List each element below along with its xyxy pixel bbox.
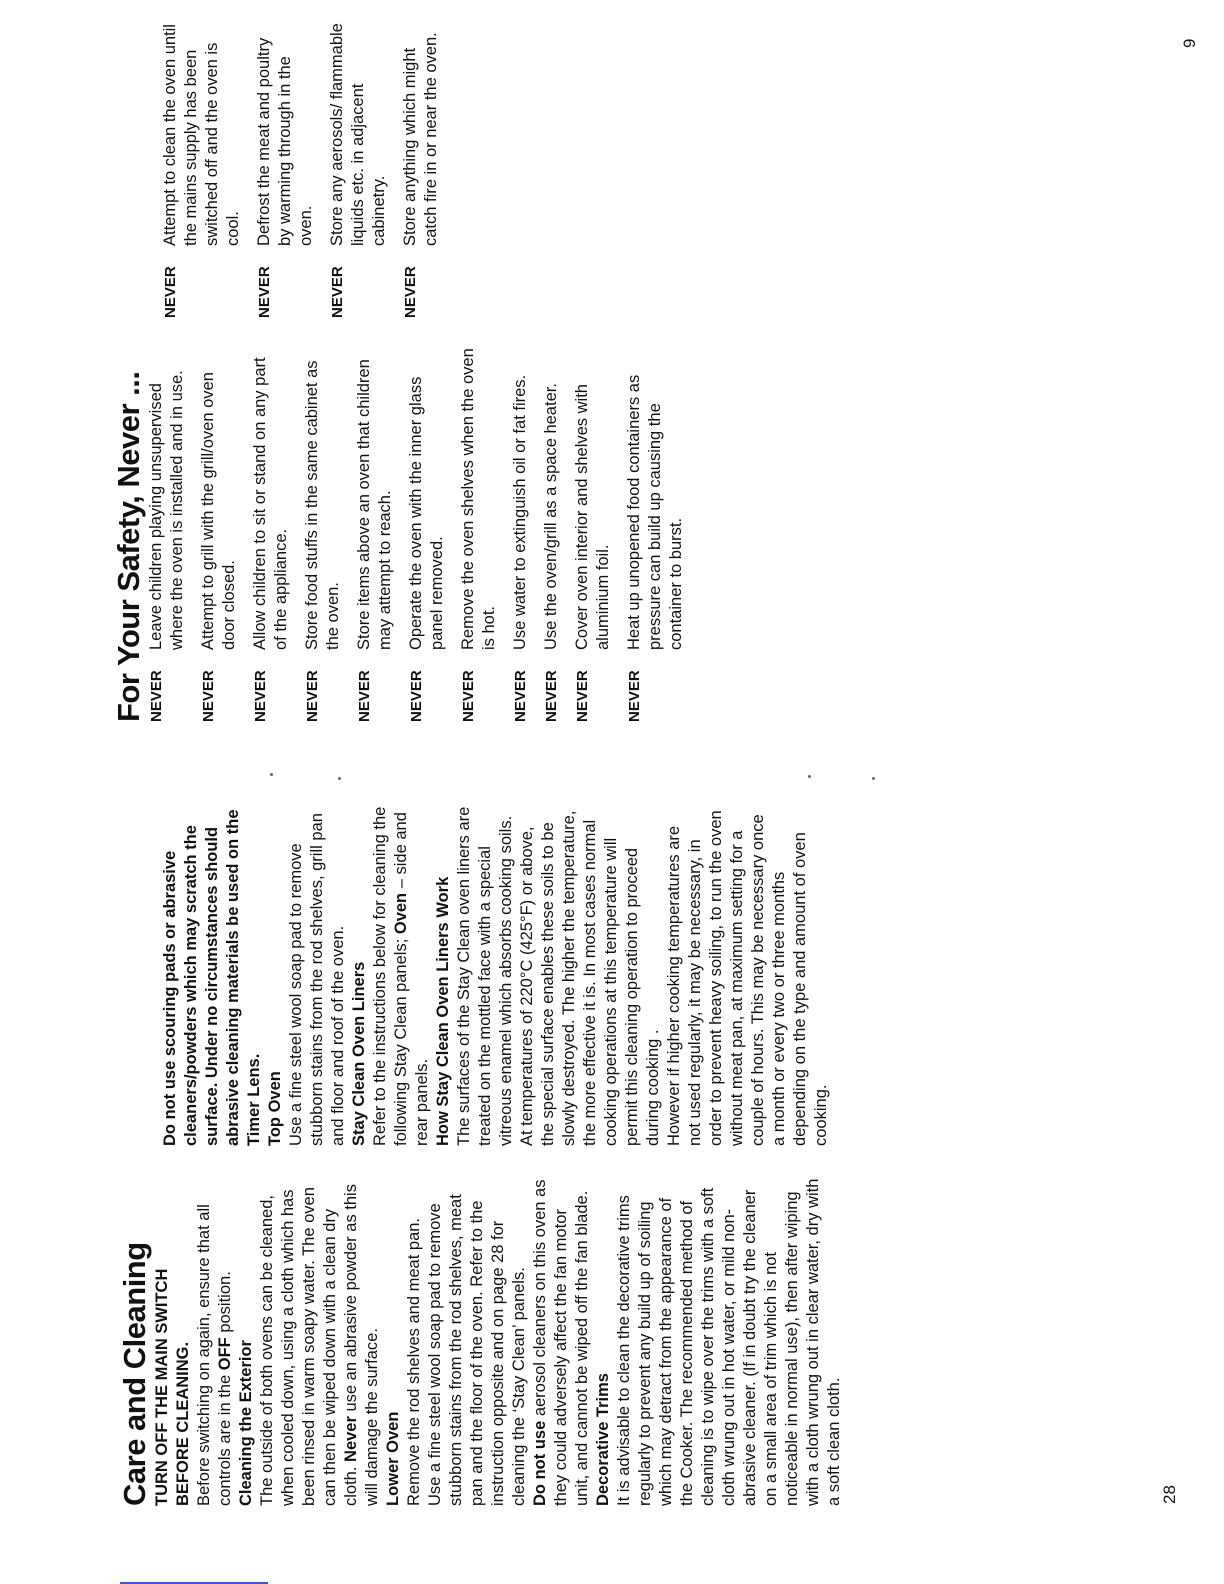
never-item-text: Attempt to grill with the grill/oven oven door closed. xyxy=(199,372,238,650)
warning-heading-line2: BEFORE CLEANING. xyxy=(174,1341,192,1506)
exterior-text-bold: Never xyxy=(342,1416,360,1462)
never-item xyxy=(406,342,448,722)
exterior-heading: Cleaning the Exterior xyxy=(237,1340,255,1506)
never-item xyxy=(624,342,687,722)
never-list-2 xyxy=(160,18,442,318)
safety-title: For Your Safety, Never ... xyxy=(111,371,146,722)
lower-oven-text1: Remove the rod shelves and meat pan. xyxy=(405,1217,423,1506)
never-label: NEVER xyxy=(574,670,591,722)
safety-column-1 xyxy=(112,342,697,722)
never-item-text: Operate the oven with the inner glass panel removed. xyxy=(407,376,446,650)
never-item-text: Store items above an oven that children may attempt to reach. xyxy=(355,359,394,650)
never-label: NEVER xyxy=(200,670,217,722)
scan-speck xyxy=(338,777,341,780)
never-label: NEVER xyxy=(543,670,560,722)
never-item xyxy=(302,342,344,722)
never-item xyxy=(327,18,390,318)
scan-speck xyxy=(808,775,811,778)
never-label: NEVER xyxy=(408,670,425,722)
never-item-text: Attempt to clean the oven until the mains supply has been switched off and the oven is cool. xyxy=(161,24,242,246)
care-column-1 xyxy=(118,1176,845,1506)
never-item xyxy=(254,18,317,318)
exterior-text-post: use an abrasive powder as this will damage the surface. xyxy=(342,1184,381,1506)
never-label: NEVER xyxy=(252,670,269,722)
lower-oven-text2: Use a fine steel wool soap pad to remove stubborn stains from the rod shelves, meat pan and the floor of the oven. Refer to the instruction opposite and on page 28 for cleaning the ‘Stay Clean’ panels. xyxy=(426,1194,528,1506)
never-label: NEVER xyxy=(148,670,165,722)
scan-speck xyxy=(872,777,875,780)
top-oven-text: Use a fine steel wool soap pad to remove stubborn stains from the rod shelves, grill pan and floor and roof of the oven. xyxy=(287,813,347,1146)
page-number-right: 9 xyxy=(1180,38,1199,48)
never-label: NEVER xyxy=(402,266,419,318)
never-item-text: Heat up unopened food containers as pressure can build up causing the container to burst. xyxy=(625,374,685,650)
stay-clean-text-bold: Oven xyxy=(392,892,410,935)
never-item xyxy=(160,18,244,318)
never-label: NEVER xyxy=(304,670,321,722)
how-stay-clean-text: The surfaces of the Stay Clean oven liners are treated on the mottled face with a special vitreous enamel which absorbs cooking soils. At temperatures of 220°C (425°F) or above, the special surface enables these soils to be slowly destroyed. The higher the temperature, the more effective it is. In most cases normal cooking operations at this temperature will permit this cleaning operation to proceed during cooking . However if higher cooking temperatures are not used regularly, it may be necessary, in order to prevent heavy soiling, to run the oven without meat pan, at maximum setting for a couple of hours. This may be necessary once a month or every two or three months depending on the type and amount of oven cooking. xyxy=(455,806,830,1146)
never-label: NEVER xyxy=(162,266,179,318)
page-number-left: 28 xyxy=(1160,1485,1179,1504)
stay-clean-heading: Stay Clean Oven Liners xyxy=(350,961,368,1146)
never-item-text: Remove the oven shelves when the oven is hot. xyxy=(459,348,498,650)
never-item-text: Cover oven interior and shelves with aluminium foil. xyxy=(573,384,612,650)
care-column-2 xyxy=(160,806,832,1146)
never-list-1 xyxy=(146,342,687,722)
never-item-text: Allow children to sit or stand on any part of the appliance. xyxy=(251,357,290,650)
safety-column-2 xyxy=(160,18,452,318)
stay-clean-text xyxy=(370,806,433,1146)
never-item-text: Defrost the meat and poultry by warming through in the oven. xyxy=(255,37,315,246)
never-label: NEVER xyxy=(460,670,477,722)
exterior-text xyxy=(257,1176,383,1506)
scan-speck xyxy=(270,773,273,776)
warning-text-bold: OFF xyxy=(216,1337,234,1371)
never-label: NEVER xyxy=(256,266,273,318)
never-label: NEVER xyxy=(626,670,643,722)
never-item-text: Store any aerosols/ flammable liquids etc. in adjacent cabinetry. xyxy=(328,23,388,246)
lower-oven-text3-body: aerosol cleaners on this oven as they could adversely affect the fan motor unit, and cannot be wiped off the fan blade. xyxy=(531,1179,591,1506)
never-item xyxy=(354,342,396,722)
never-item-text: Store food stuffs in the same cabinet as the oven. xyxy=(303,360,342,650)
exterior-text-pre: The outside of both ovens can be cleaned, when cooled down, using a cloth which has been rinsed in warm soapy water. The oven can then be wiped down with a clean dry cloth. xyxy=(258,1187,360,1506)
never-item-text: Use water to extinguish oil or fat fires. xyxy=(511,374,529,650)
top-oven-heading: Top Oven xyxy=(266,1071,284,1146)
never-item xyxy=(541,342,562,722)
never-item xyxy=(250,342,292,722)
never-item xyxy=(400,18,442,318)
how-stay-clean-heading: How Stay Clean Oven Liners Work xyxy=(434,876,452,1146)
never-item-text: Use the oven/grill as a space heater. xyxy=(542,383,560,650)
abrasive-warning: Do not use scouring pads or abrasive cleaners/powders which may scratch the surface. Under no circumstances should abrasive cleaning materials be used on the Timer Lens. xyxy=(161,809,263,1146)
care-title: Care and Cleaning xyxy=(117,1242,152,1506)
never-item xyxy=(510,342,531,722)
lower-oven-text3 xyxy=(530,1176,593,1506)
trims-heading: Decorative Trims xyxy=(594,1373,612,1506)
never-item-text: Leave children playing unsupervised where the oven is installed and in use. xyxy=(147,370,186,650)
warning-text-pre: Before switching on again, ensure that all controls are in the xyxy=(195,1204,234,1506)
lower-oven-bold: Do not use xyxy=(531,1420,549,1506)
never-item xyxy=(146,342,188,722)
never-item xyxy=(572,342,614,722)
never-item xyxy=(458,342,500,722)
lower-oven-heading: Lower Oven xyxy=(384,1411,402,1506)
never-item xyxy=(198,342,240,722)
stay-clean-text-pre: Refer to the instructions below for cleaning the following Stay Clean panels; xyxy=(371,806,410,1146)
never-label: NEVER xyxy=(356,670,373,722)
never-item-text: Store anything which might catch fire in or near the oven. xyxy=(401,32,440,246)
warning-heading-line1: TURN OFF THE MAIN SWITCH xyxy=(153,1268,171,1506)
warning-text xyxy=(194,1176,236,1506)
warning-text-post: position. xyxy=(216,1271,234,1338)
stay-clean-text-post: – side and rear panels. xyxy=(392,812,431,1146)
never-label: NEVER xyxy=(329,266,346,318)
never-label: NEVER xyxy=(512,670,529,722)
trims-text: It is advisable to clean the decorative trims regularly to prevent any build up of soiling which may detract from the appearance of the Cooker. The recommended method of cleaning is to wipe over the trims with a soft cloth wrung out in hot water, or mild non-abrasive cleaner. (If in doubt try the cleaner on a small area of trim which is not noticeable in normal use), then after wiping with a cloth wrung out in clear water, dry with a soft clean cloth. xyxy=(615,1178,843,1506)
